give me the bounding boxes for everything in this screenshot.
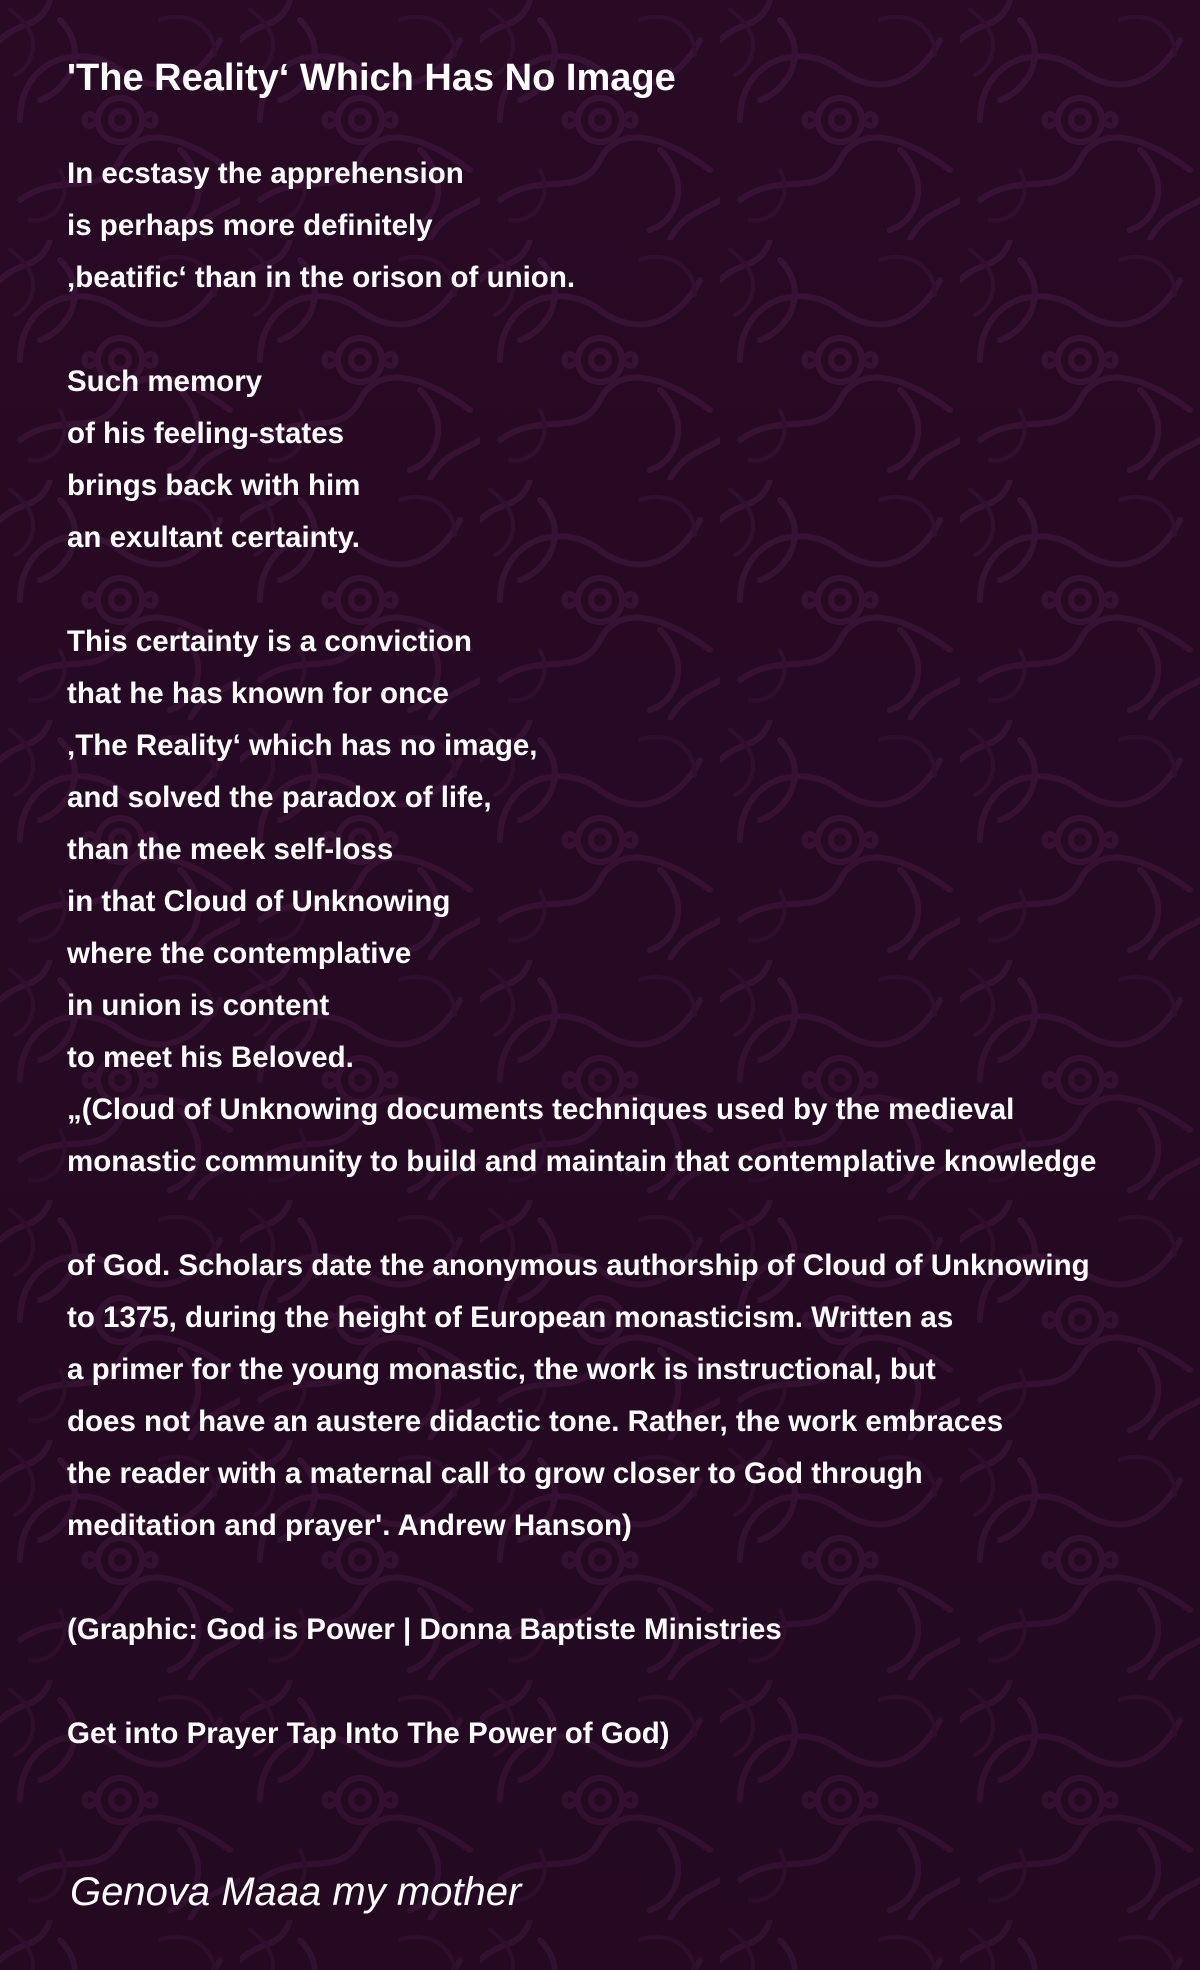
poem-line: a primer for the young monastic, the work is instructional, but xyxy=(67,1353,936,1386)
stanza-break xyxy=(67,564,1096,616)
poem-line: Such memory xyxy=(67,365,263,398)
poem-line: where the contemplative xyxy=(67,937,412,970)
poem-line: than the meek self-loss xyxy=(67,833,394,866)
poem-line: This certainty is a conviction xyxy=(67,625,472,658)
poem-line: brings back with him xyxy=(67,469,361,502)
poem-line: the reader with a maternal call to grow closer to God through xyxy=(67,1457,923,1490)
poem-line: an exultant certainty. xyxy=(67,521,360,554)
stanza-break xyxy=(67,1188,1096,1240)
poem-line: in union is content xyxy=(67,989,330,1022)
poem-line: In ecstasy the apprehension xyxy=(67,157,464,190)
poem-line: meditation and prayer'. Andrew Hanson) xyxy=(67,1509,632,1542)
poem-line: „(Cloud of Unknowing documents techniques used by the medieval xyxy=(67,1093,1015,1126)
poem-line: Get into Prayer Tap Into The Power of God) xyxy=(67,1717,670,1750)
poem-line: and solved the paradox of life, xyxy=(67,781,492,814)
poem-line: monastic community to build and maintain that contemplative knowledge xyxy=(67,1145,1097,1178)
poem-line: ‚beatific‘ than in the orison of union. xyxy=(67,261,576,294)
poem-line: to 1375, during the height of European monasticism. Written as xyxy=(67,1301,954,1334)
poem-line: to meet his Beloved. xyxy=(67,1041,354,1074)
poem-line: of God. Scholars date the anonymous authorship of Cloud of Unknowing xyxy=(67,1249,1090,1282)
poem-line: (Graphic: God is Power | Donna Baptiste Ministries xyxy=(67,1613,782,1646)
poem-title: 'The Reality‘ Which Has No Image xyxy=(67,57,676,99)
poem-line: does not have an austere didactic tone. Rather, the work embraces xyxy=(67,1405,1004,1438)
poem-line: ‚The Reality‘ which has no image, xyxy=(67,729,538,762)
poem-line: that he has known for once xyxy=(67,677,449,710)
poem-line: is perhaps more definitely xyxy=(67,209,433,242)
stanza-break xyxy=(67,304,1096,356)
poem-line: in that Cloud of Unknowing xyxy=(67,885,451,918)
stanza-break xyxy=(67,1552,1096,1604)
poem-line: of his feeling-states xyxy=(67,417,345,450)
poem-author: Genova Maaa my mother xyxy=(70,1870,522,1914)
poem-body xyxy=(67,148,1096,1760)
stanza-break xyxy=(67,1656,1096,1708)
